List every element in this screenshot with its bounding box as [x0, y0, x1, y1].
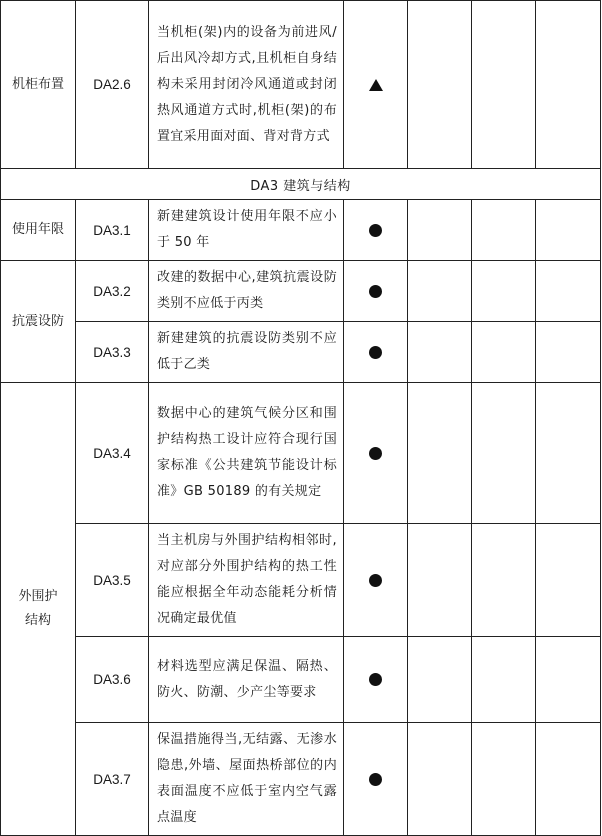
description-cell: 当主机房与外围护结构相邻时,对应部分外围护结构的热工性能应根据全年动态能耗分析情况确定最优值 [149, 524, 344, 637]
empty-cell [472, 723, 536, 836]
empty-cell [472, 261, 536, 322]
mark-cell [344, 200, 408, 261]
section-header: DA3 建筑与结构 [1, 169, 601, 200]
empty-cell [472, 524, 536, 637]
empty-cell [536, 524, 601, 637]
code-cell: DA3.5 [76, 524, 149, 637]
section-row [1, 169, 601, 200]
table-row [1, 723, 601, 836]
description-cell: 材料选型应满足保温、隔热、防火、防潮、少产尘等要求 [149, 637, 344, 723]
mark-cell [344, 723, 408, 836]
empty-cell [408, 261, 472, 322]
triangle-icon [369, 79, 383, 91]
dot-icon [369, 673, 382, 686]
code-cell: DA3.2 [76, 261, 149, 322]
mark-cell [344, 637, 408, 723]
empty-cell [536, 1, 601, 169]
empty-cell [408, 1, 472, 169]
mark-cell [344, 261, 408, 322]
empty-cell [408, 524, 472, 637]
code-cell: DA3.1 [76, 200, 149, 261]
dot-icon [369, 773, 382, 786]
description-cell: 数据中心的建筑气候分区和围护结构热工设计应符合现行国家标准《公共建筑节能设计标准》GB 50189 的有关规定 [149, 383, 344, 524]
empty-cell [408, 637, 472, 723]
empty-cell [408, 383, 472, 524]
description-cell: 当机柜(架)内的设备为前进风/后出风冷却方式,且机柜自身结构未采用封闭冷风通道或封闭热风通道方式时,机柜(架)的布置宜采用面对面、背对背方式 [149, 1, 344, 169]
category-cell: 机柜布置 [1, 1, 76, 169]
mark-cell [344, 383, 408, 524]
description-cell: 新建建筑设计使用年限不应小于 50 年 [149, 200, 344, 261]
dot-icon [369, 574, 382, 587]
dot-icon [369, 224, 382, 237]
category-cell: 抗震设防 [1, 261, 76, 383]
code-cell: DA2.6 [76, 1, 149, 169]
empty-cell [472, 383, 536, 524]
table-row [1, 383, 601, 524]
category-line: 结构 [24, 613, 51, 628]
category-cell: 使用年限 [1, 200, 76, 261]
dot-icon [369, 285, 382, 298]
empty-cell [472, 637, 536, 723]
category-cell [1, 383, 76, 836]
empty-cell [536, 383, 601, 524]
table-row [1, 524, 601, 637]
empty-cell [472, 322, 536, 383]
description-cell: 新建建筑的抗震设防类别不应低于乙类 [149, 322, 344, 383]
mark-cell [344, 524, 408, 637]
dot-icon [369, 447, 382, 460]
empty-cell [408, 322, 472, 383]
description-cell: 保温措施得当,无结露、无渗水隐患,外墙、屋面热桥部位的内表面温度不应低于室内空气露点温度 [149, 723, 344, 836]
table-row [1, 261, 601, 322]
code-cell: DA3.6 [76, 637, 149, 723]
code-cell: DA3.4 [76, 383, 149, 524]
code-cell: DA3.3 [76, 322, 149, 383]
empty-cell [536, 637, 601, 723]
empty-cell [536, 723, 601, 836]
empty-cell [408, 723, 472, 836]
table-row [1, 322, 601, 383]
table-row [1, 200, 601, 261]
code-cell: DA3.7 [76, 723, 149, 836]
table-row [1, 1, 601, 169]
description-cell: 改建的数据中心,建筑抗震设防类别不应低于丙类 [149, 261, 344, 322]
empty-cell [536, 322, 601, 383]
empty-cell [408, 200, 472, 261]
category-line: 外围护 [18, 589, 58, 604]
mark-cell [344, 322, 408, 383]
mark-cell [344, 1, 408, 169]
table-row [1, 637, 601, 723]
empty-cell [472, 1, 536, 169]
empty-cell [536, 261, 601, 322]
empty-cell [472, 200, 536, 261]
empty-cell [536, 200, 601, 261]
dot-icon [369, 346, 382, 359]
